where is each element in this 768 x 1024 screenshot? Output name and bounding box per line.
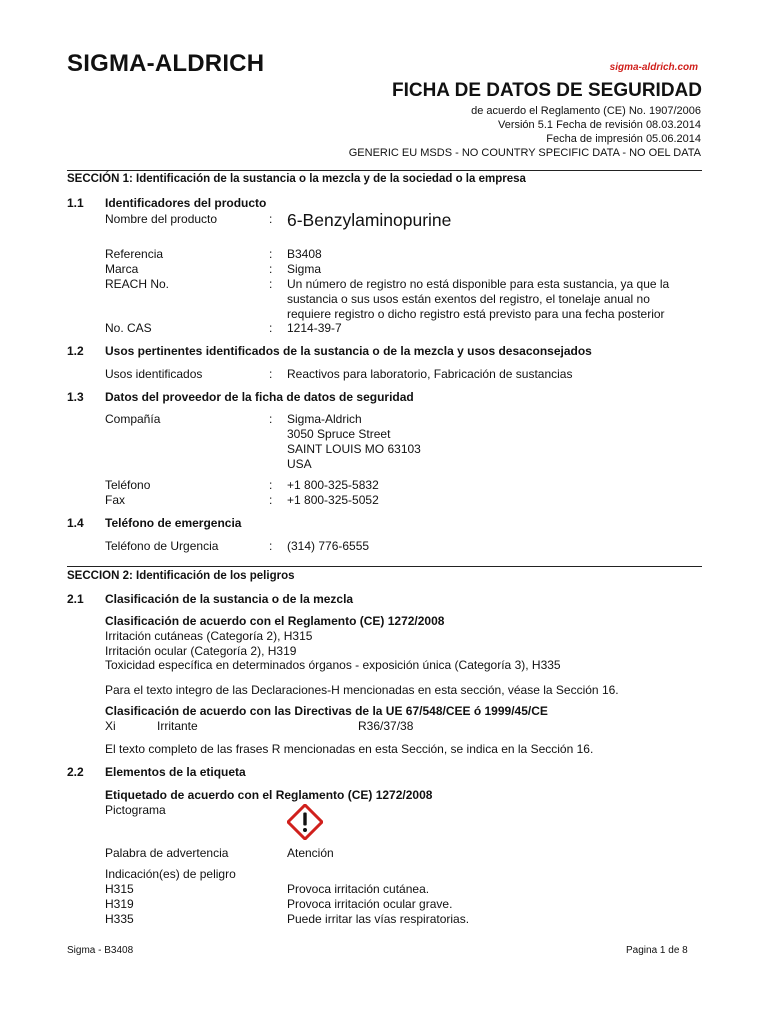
section-2-heading: SECCION 2: Identificación de los peligros (67, 570, 295, 582)
page-current: 1 (659, 945, 666, 956)
pictogram-label: Pictograma (105, 803, 166, 817)
colon: : (269, 247, 273, 261)
colon: : (269, 412, 273, 426)
emergency-label: Teléfono de Urgencia (105, 539, 219, 553)
subsection-title: Identificadores del producto (105, 196, 267, 210)
colon: : (269, 277, 273, 291)
fax-value: +1 800-325-5052 (287, 493, 379, 507)
subsection-title: Teléfono de emergencia (105, 516, 242, 530)
footer-page-number (626, 945, 688, 956)
hazard-text: Provoca irritación ocular grave. (287, 897, 453, 911)
company-line: Sigma-Aldrich (287, 412, 362, 426)
cas-value: 1214-39-7 (287, 321, 342, 335)
section-number: 1.2 (67, 344, 84, 358)
product-name-value: 6-Benzylaminopurine (287, 210, 452, 230)
reference-value: B3408 (287, 247, 322, 261)
label-elements-title: Etiquetado de acuerdo con el Reglamento (CE) 1272/2008 (105, 788, 433, 802)
hazard-code: H335 (105, 912, 134, 926)
reference-label: Referencia (105, 247, 164, 261)
print-date-line: Fecha de impresión 05.06.2014 (546, 133, 701, 145)
hazard-code: H315 (105, 882, 134, 896)
reach-label: REACH No. (105, 277, 170, 291)
classification-line: Irritación cutáneas (Categoría 2), H315 (105, 629, 313, 643)
reach-text-line: Un número de registro no está disponible para esta sustancia, ya que la (287, 277, 670, 291)
subsection-title: Clasificación de la sustancia o de la mezcla (105, 592, 354, 606)
reach-text-line: requiere registro o dicho registro está previsto para una fecha posterior (287, 307, 665, 321)
divider (67, 566, 702, 567)
signal-word-label: Palabra de advertencia (105, 846, 229, 860)
uses-value: Reactivos para laboratorio, Fabricación de sustancias (287, 367, 573, 381)
colon: : (269, 321, 273, 335)
website-link[interactable]: sigma-aldrich.com (609, 62, 698, 73)
phone-value: +1 800-325-5832 (287, 478, 379, 492)
brand-label: Marca (105, 262, 139, 276)
company-label: Compañía (105, 412, 161, 426)
document-title: FICHA DE DATOS DE SEGURIDAD (391, 80, 702, 101)
classification-line: Toxicidad específica en determinados órganos - exposición única (Categoría 3), H335 (105, 658, 561, 672)
colon: : (269, 262, 273, 276)
phone-label: Teléfono (105, 478, 151, 492)
exclamation-mark-pictogram-icon (287, 804, 323, 840)
uses-label: Usos identificados (105, 367, 203, 381)
hazard-code: H319 (105, 897, 134, 911)
emergency-value: (314) 776-6555 (287, 539, 370, 553)
page-of-word: de (668, 945, 680, 956)
colon: : (269, 539, 273, 553)
directive-classification-title: Clasificación de acuerdo con las Directivas de la UE 67/548/CEE ó 1999/45/CE (105, 704, 548, 718)
page-total: 8 (682, 945, 688, 956)
brand-logo-text: SIGMA-ALDRICH (67, 50, 265, 77)
directive-r-phrases: R36/37/38 (358, 719, 414, 733)
hazard-statements-label: Indicación(es) de peligro (105, 867, 236, 881)
directive-code: Xi (105, 719, 116, 733)
section-number: 1.3 (67, 390, 84, 404)
colon: : (269, 493, 273, 507)
divider (67, 170, 702, 171)
company-line: 3050 Spruce Street (287, 427, 391, 441)
signal-word-value: Atención (287, 846, 334, 860)
fax-label: Fax (105, 493, 126, 507)
subsection-title: Elementos de la etiqueta (105, 765, 246, 779)
colon: : (269, 212, 273, 226)
colon: : (269, 478, 273, 492)
page-word: Pagina (626, 945, 658, 956)
section-number: 1.4 (67, 516, 84, 530)
subsection-title: Datos del proveedor de la ficha de datos de seguridad (105, 390, 414, 404)
hazard-text: Puede irritar las vías respiratorias. (287, 912, 470, 926)
colon: : (269, 367, 273, 381)
product-name-label: Nombre del producto (105, 212, 218, 226)
section-1-heading: SECCIÓN 1: Identificación de la sustancia o la mezcla y de la sociedad o la empresa (67, 173, 526, 185)
footer-product-ref: Sigma - B3408 (67, 945, 134, 956)
section-number: 1.1 (67, 196, 84, 210)
reach-text-line: sustancia o sus usos están exentos del registro, el tonelaje anual no (287, 292, 650, 306)
generic-msds-line: GENERIC EU MSDS - NO COUNTRY SPECIFIC DATA - NO OEL DATA (348, 147, 701, 159)
company-line: SAINT LOUIS MO 63103 (287, 442, 421, 456)
h-statements-note: Para el texto integro de las Declaraciones-H mencionadas en esta sección, véase la Sección 16. (105, 683, 619, 697)
section-number: 2.1 (67, 592, 84, 606)
clp-classification-title: Clasificación de acuerdo con el Reglamento (CE) 1272/2008 (105, 614, 445, 628)
hazard-text: Provoca irritación cutánea. (287, 882, 430, 896)
version-line: Versión 5.1 Fecha de revisión 08.03.2014 (497, 119, 701, 131)
r-phrases-note: El texto completo de las frases R mencionadas en esta Sección, se indica en la Sección 16. (105, 742, 594, 756)
directive-name: Irritante (157, 719, 198, 733)
subsection-title: Usos pertinentes identificados de la sustancia o de la mezcla y usos desaconsejados (105, 344, 592, 358)
regulation-line: de acuerdo el Reglamento (CE) No. 1907/2006 (471, 105, 701, 117)
classification-line: Irritación ocular (Categoría 2), H319 (105, 644, 297, 658)
brand-value: Sigma (287, 262, 322, 276)
company-line: USA (287, 457, 312, 471)
cas-label: No. CAS (105, 321, 152, 335)
section-number: 2.2 (67, 765, 84, 779)
